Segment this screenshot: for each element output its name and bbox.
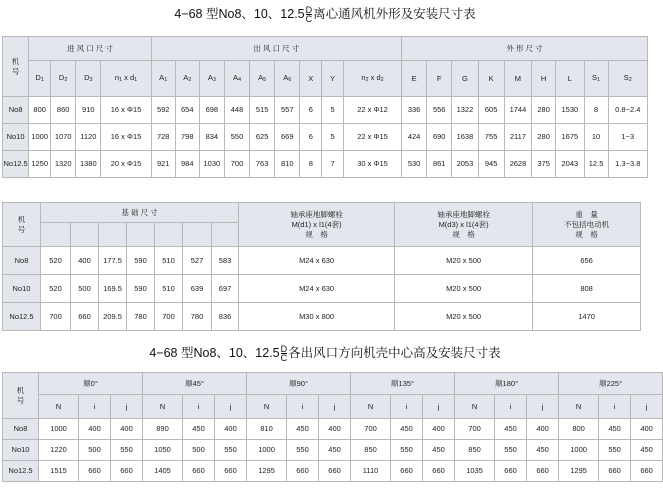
table-cell: 530 xyxy=(402,151,427,178)
table-cell: 1.3~3.8 xyxy=(608,151,647,178)
col-header-bolt1: 轴承座地脚螺栓 M(d1) x l1(4套) 规 格 xyxy=(239,203,395,247)
table-cell: 780 xyxy=(183,303,212,331)
table-cell: 2117 xyxy=(504,124,531,151)
table-cell: 400 xyxy=(215,419,247,440)
table-cell: 669 xyxy=(275,124,300,151)
table-row xyxy=(3,303,641,331)
weight-cell: 656 xyxy=(533,247,641,275)
table-cell: 1638 xyxy=(452,124,478,151)
table-cell: 450 xyxy=(391,419,423,440)
table-cell: 6 xyxy=(300,124,322,151)
group-header-direction: 顺225° xyxy=(559,373,663,395)
table-cell: 177.5 xyxy=(99,247,127,275)
col-header-j: j xyxy=(319,395,351,419)
bolt1-cell: M24 x 630 xyxy=(239,275,395,303)
table-cell: 700 xyxy=(455,419,495,440)
table-cell: 834 xyxy=(199,124,224,151)
table-cell: 780 xyxy=(127,303,155,331)
table-cell: 30 x Φ15 xyxy=(344,151,402,178)
table-cell: 1515 xyxy=(39,461,79,482)
table-cell: 169.5 xyxy=(99,275,127,303)
row-model-number: No12.5 xyxy=(3,151,29,178)
table-cell: 520 xyxy=(41,275,71,303)
table-cell: 810 xyxy=(247,419,287,440)
table-cell: 1070 xyxy=(51,124,76,151)
table-cell: 5 xyxy=(322,124,344,151)
table-cell: 984 xyxy=(175,151,199,178)
col-header-N: N xyxy=(39,395,79,419)
table-cell: 590 xyxy=(127,275,155,303)
table-cell: 810 xyxy=(275,151,300,178)
title1-dc-fraction: $\frac{D}{C}$ xyxy=(305,5,313,25)
col-header-9: A6 xyxy=(275,61,300,97)
table-row xyxy=(3,124,648,151)
table-cell: 660 xyxy=(287,461,319,482)
bolt1-cell: M24 x 630 xyxy=(239,247,395,275)
row-model-number: No12.5 xyxy=(3,303,41,331)
table-cell: 660 xyxy=(527,461,559,482)
table-cell: 1000 xyxy=(39,419,79,440)
table-cell: 890 xyxy=(143,419,183,440)
col-header-10: X xyxy=(300,61,322,97)
table-cell: 500 xyxy=(79,440,111,461)
col-header-i: i xyxy=(183,395,215,419)
table-cell: 700 xyxy=(351,419,391,440)
col-header-jihao: 机 号 xyxy=(3,37,29,97)
col-header-weight: 重 量 不包括电动机 规 格 xyxy=(533,203,641,247)
table-cell: 375 xyxy=(532,151,556,178)
table-cell: 500 xyxy=(183,440,215,461)
table-cell: 1220 xyxy=(39,440,79,461)
table-row xyxy=(3,419,663,440)
table-cell: 660 xyxy=(215,461,247,482)
table-cell: 660 xyxy=(631,461,663,482)
table-cell: 557 xyxy=(275,97,300,124)
col-header-i: i xyxy=(391,395,423,419)
table-row xyxy=(3,151,648,178)
group-header-direction: 顺90° xyxy=(247,373,351,395)
col-header-17: M xyxy=(504,61,531,97)
table-cell: 450 xyxy=(287,419,319,440)
row-model-number: No12.5 xyxy=(3,461,39,482)
table-cell: 550 xyxy=(111,440,143,461)
col-header-15: G xyxy=(452,61,478,97)
table-cell: 500 xyxy=(71,275,99,303)
foundation-table xyxy=(2,202,641,331)
table-cell: 1030 xyxy=(199,151,224,178)
table-cell: 450 xyxy=(495,419,527,440)
group-header-direction: 顺135° xyxy=(351,373,455,395)
table-cell: 20 x Φ15 xyxy=(101,151,151,178)
table-cell: 861 xyxy=(427,151,452,178)
table-cell: 590 xyxy=(127,247,155,275)
table-cell: 625 xyxy=(250,124,275,151)
table-cell: 1250 xyxy=(29,151,51,178)
table-cell: 280 xyxy=(532,124,556,151)
table-cell: 400 xyxy=(79,419,111,440)
table-cell: 605 xyxy=(478,97,504,124)
table-cell: 16 x Φ15 xyxy=(101,124,151,151)
col-header-j: j xyxy=(527,395,559,419)
table-cell: 448 xyxy=(224,97,249,124)
table-cell: 910 xyxy=(76,97,101,124)
col-header-N: N xyxy=(143,395,183,419)
col-header-4: A1 xyxy=(151,61,175,97)
group-header-outlet: 出 风 口 尺 寸 xyxy=(151,37,401,61)
col-header-j: j xyxy=(215,395,247,419)
col-header-16: K xyxy=(478,61,504,97)
table-cell: 550 xyxy=(224,124,249,151)
table-cell: 700 xyxy=(224,151,249,178)
table-cell: 1322 xyxy=(452,97,478,124)
table-cell: 520 xyxy=(41,247,71,275)
table-cell: 1110 xyxy=(351,461,391,482)
col-header-N: N xyxy=(351,395,391,419)
table-cell: 728 xyxy=(151,124,175,151)
table-cell: 690 xyxy=(427,124,452,151)
table-cell: 400 xyxy=(111,419,143,440)
table-cell: 755 xyxy=(478,124,504,151)
col-header-0: D1 xyxy=(29,61,51,97)
table-cell: 660 xyxy=(79,461,111,482)
row-model-number: No8 xyxy=(3,247,41,275)
col-header-6: A3 xyxy=(199,61,224,97)
col-header-1: D2 xyxy=(51,61,76,97)
title1-suffix: 离心通风机外形及安装尺寸表 xyxy=(313,7,476,21)
col-header-i: i xyxy=(495,395,527,419)
table-cell: 450 xyxy=(183,419,215,440)
weight-cell: 1470 xyxy=(533,303,641,331)
table-cell: 8 xyxy=(584,97,608,124)
group-header-base: 基 础 尺 寸 xyxy=(41,203,239,223)
col-header-N: N xyxy=(247,395,287,419)
col-header-12: n2 x d2 xyxy=(344,61,402,97)
table-cell: 660 xyxy=(111,461,143,482)
table-cell: 22 x Φ15 xyxy=(344,124,402,151)
bolt2-cell: M20 x 500 xyxy=(395,303,533,331)
table-cell: 1380 xyxy=(76,151,101,178)
table-cell: 556 xyxy=(427,97,452,124)
table-cell: 654 xyxy=(175,97,199,124)
table3-title xyxy=(0,345,650,362)
col-header-8: A5 xyxy=(250,61,275,97)
table-cell: 1000 xyxy=(29,124,51,151)
table-cell: 7 xyxy=(322,151,344,178)
table-cell: 550 xyxy=(287,440,319,461)
outlet-direction-table xyxy=(2,372,663,482)
table-row xyxy=(3,275,641,303)
table-cell: 2043 xyxy=(556,151,584,178)
row-model-number: No10 xyxy=(3,275,41,303)
table-cell: 592 xyxy=(151,97,175,124)
col-header-13: E xyxy=(402,61,427,97)
table-cell: 336 xyxy=(402,97,427,124)
table-cell: 450 xyxy=(527,440,559,461)
table-cell: 836 xyxy=(212,303,239,331)
table-cell: 921 xyxy=(151,151,175,178)
table-cell: 700 xyxy=(155,303,183,331)
row-model-number: No8 xyxy=(3,97,29,124)
table-cell: 660 xyxy=(423,461,455,482)
group-header-direction: 顺0° xyxy=(39,373,143,395)
col-header-11: Y xyxy=(322,61,344,97)
table-row xyxy=(3,97,648,124)
table-cell: 660 xyxy=(71,303,99,331)
table-cell: 10 xyxy=(584,124,608,151)
table-cell: 1675 xyxy=(556,124,584,151)
table-cell: 1035 xyxy=(455,461,495,482)
row-model-number: No10 xyxy=(3,124,29,151)
col-header-18: H xyxy=(532,61,556,97)
table-cell: 510 xyxy=(155,275,183,303)
table-cell: 1295 xyxy=(247,461,287,482)
row-model-number: No10 xyxy=(3,440,39,461)
table-cell: 12.5 xyxy=(584,151,608,178)
row-model-number: No8 xyxy=(3,419,39,440)
table-cell: 450 xyxy=(599,419,631,440)
title3-prefix: 4−68 型No8、10、12.5 xyxy=(149,346,280,360)
col-header-5: A2 xyxy=(175,61,199,97)
table-cell: 0.8~2.4 xyxy=(608,97,647,124)
table-cell: 1405 xyxy=(143,461,183,482)
table-row xyxy=(3,440,663,461)
table-cell: 660 xyxy=(391,461,423,482)
table-cell: 798 xyxy=(175,124,199,151)
table-cell: 424 xyxy=(402,124,427,151)
table-cell: 400 xyxy=(527,419,559,440)
group-header-outline: 外 形 尺 寸 xyxy=(402,37,648,61)
group-header-inlet: 进 风 口 尺 寸 xyxy=(29,37,151,61)
table-cell: 550 xyxy=(495,440,527,461)
col-header-19: L xyxy=(556,61,584,97)
table-cell: 550 xyxy=(599,440,631,461)
weight-cell: 808 xyxy=(533,275,641,303)
table-cell: 1120 xyxy=(76,124,101,151)
table-cell: 400 xyxy=(319,419,351,440)
col-header-j: j xyxy=(631,395,663,419)
table-cell: 945 xyxy=(478,151,504,178)
group-header-direction: 顺45° xyxy=(143,373,247,395)
col-header-N: N xyxy=(559,395,599,419)
col-header-N: N xyxy=(455,395,495,419)
col-header-i: i xyxy=(287,395,319,419)
table-cell: 550 xyxy=(215,440,247,461)
table-cell: 697 xyxy=(212,275,239,303)
table-cell: 1000 xyxy=(247,440,287,461)
table-cell: 2053 xyxy=(452,151,478,178)
fan-dimension-table xyxy=(2,36,648,178)
table-cell: 1~3 xyxy=(608,124,647,151)
title3-suffix: 各出风口方向机壳中心高及安装尺寸表 xyxy=(288,346,501,360)
table-cell: 583 xyxy=(212,247,239,275)
table-cell: 860 xyxy=(51,97,76,124)
table-row xyxy=(3,247,641,275)
table-cell: 450 xyxy=(631,440,663,461)
col-header-jihao: 机 号 xyxy=(3,373,39,419)
col-header-2: D3 xyxy=(76,61,101,97)
table-cell: 850 xyxy=(455,440,495,461)
table-cell: 1000 xyxy=(559,440,599,461)
table-cell: 800 xyxy=(29,97,51,124)
table-cell: 639 xyxy=(183,275,212,303)
col-header-3: n1 x d1 xyxy=(101,61,151,97)
table-cell: 6 xyxy=(300,97,322,124)
col-header-20: S1 xyxy=(584,61,608,97)
bolt1-cell: M30 x 800 xyxy=(239,303,395,331)
table-cell: 527 xyxy=(183,247,212,275)
table-cell: 8 xyxy=(300,151,322,178)
table-cell: 16 x Φ15 xyxy=(101,97,151,124)
col-header-21: S2 xyxy=(608,61,647,97)
table-cell: 510 xyxy=(155,247,183,275)
table-cell: 515 xyxy=(250,97,275,124)
table-cell: 400 xyxy=(631,419,663,440)
table-cell: 2628 xyxy=(504,151,531,178)
table-cell: 698 xyxy=(199,97,224,124)
col-header-7: A4 xyxy=(224,61,249,97)
col-header-i: i xyxy=(79,395,111,419)
table1-title xyxy=(0,6,650,23)
table-cell: 400 xyxy=(423,419,455,440)
table-cell: 1744 xyxy=(504,97,531,124)
table-cell: 1530 xyxy=(556,97,584,124)
table-cell: 800 xyxy=(559,419,599,440)
title3-dc-fraction: $\frac{D}{C}$ xyxy=(280,344,288,364)
table-cell: 450 xyxy=(319,440,351,461)
col-header-14: F xyxy=(427,61,452,97)
table-cell: 660 xyxy=(319,461,351,482)
table-cell: 5 xyxy=(322,97,344,124)
group-header-direction: 顺180° xyxy=(455,373,559,395)
table-cell: 1050 xyxy=(143,440,183,461)
table-cell: 763 xyxy=(250,151,275,178)
table-row xyxy=(3,461,663,482)
table-cell: 660 xyxy=(183,461,215,482)
table-cell: 1320 xyxy=(51,151,76,178)
table-cell: 1295 xyxy=(559,461,599,482)
table-cell: 660 xyxy=(599,461,631,482)
table-cell: 209.5 xyxy=(99,303,127,331)
table-cell: 22 x Φ12 xyxy=(344,97,402,124)
col-header-i: i xyxy=(599,395,631,419)
title1-prefix: 4−68 型No8、10、12.5 xyxy=(174,7,305,21)
table-cell: 850 xyxy=(351,440,391,461)
table-cell: 450 xyxy=(423,440,455,461)
table-cell: 400 xyxy=(71,247,99,275)
bolt2-cell: M20 x 500 xyxy=(395,247,533,275)
table-cell: 280 xyxy=(532,97,556,124)
col-header-j: j xyxy=(111,395,143,419)
col-header-jihao: 机 号 xyxy=(3,203,41,247)
table-cell: 550 xyxy=(391,440,423,461)
col-header-bolt2: 轴承座地脚螺栓 M(d3) x l1(4套) 规 格 xyxy=(395,203,533,247)
table-cell: 660 xyxy=(495,461,527,482)
table-cell: 700 xyxy=(41,303,71,331)
bolt2-cell: M20 x 500 xyxy=(395,275,533,303)
col-header-j: j xyxy=(423,395,455,419)
